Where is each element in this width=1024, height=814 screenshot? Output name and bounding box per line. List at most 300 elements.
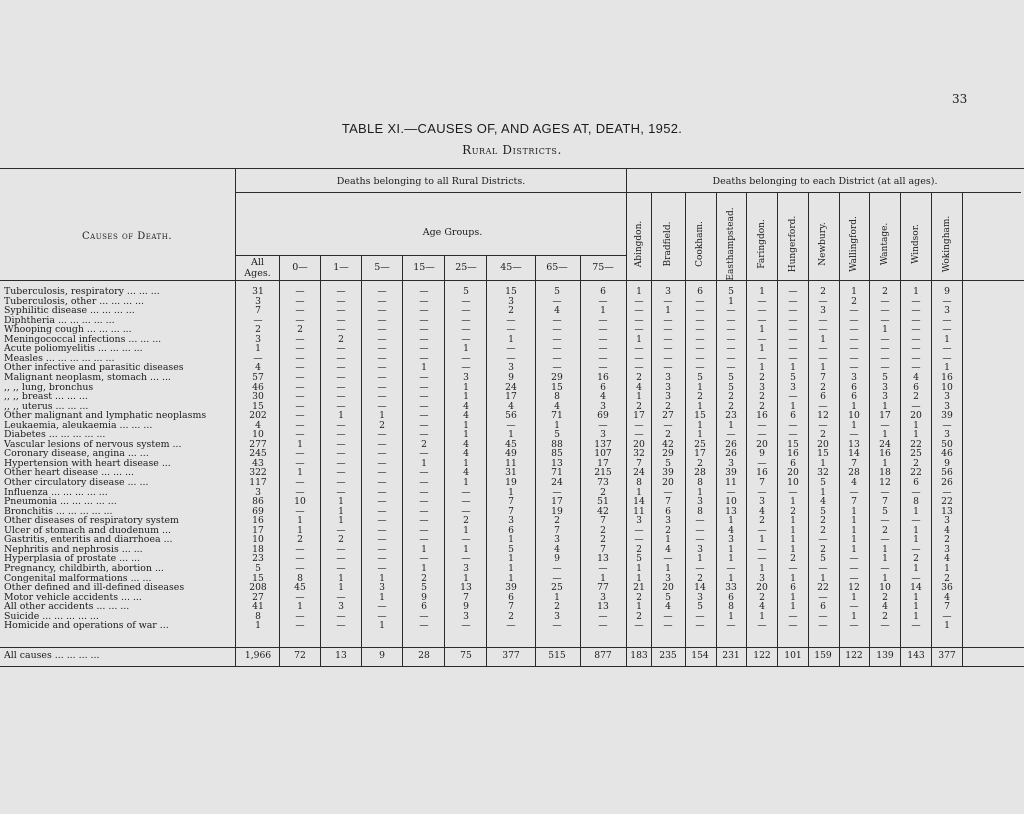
table-cell: 2 [554,601,560,613]
table-cell: — [634,524,644,536]
table-cell: — [880,352,890,364]
table-cell: — [726,429,736,441]
table-cell: 4 [728,524,734,536]
table-cell: 31 [505,467,517,479]
table-cell: 1 [463,419,469,431]
table-cell: 2 [759,515,765,527]
table-cell: 2 [913,391,919,403]
table-cell: 1 [790,362,796,374]
table-cell: — [788,610,798,622]
table-cell: 8 [913,496,919,508]
table-cell: 1 [665,305,671,317]
table-cell: — [849,572,859,584]
table-cell: — [336,362,346,374]
table-cell: 1 [697,486,703,498]
table-cell: 24 [633,467,645,479]
table-cell: 2 [463,515,469,527]
table-cell: 4 [463,467,469,479]
table-cell: — [634,295,644,307]
table-cell: — [295,410,305,422]
table-cell: 4 [554,305,560,317]
table-cell: 22 [910,467,922,479]
table-cell: 16 [756,467,768,479]
table-cell: 3 [697,543,703,555]
table-cell: — [295,343,305,355]
table-cell: 77 [597,582,609,594]
table-cell: — [911,352,921,364]
table-cell: 8 [297,572,303,584]
table-cell: — [295,333,305,345]
table-cell: 10 [252,429,264,441]
table-cell: 7 [554,524,560,536]
table-cell: 2 [913,457,919,469]
table-cell: 1 [913,286,919,297]
table-cell: 13 [551,457,563,469]
row-label: Whooping cough ... ... ... ... [4,324,132,336]
table-cell: — [634,305,644,317]
table-cell: — [942,343,952,355]
table-cell: — [911,400,921,412]
table-cell: 2 [255,324,261,336]
table-cell: — [849,429,859,441]
table-cell: — [552,572,562,584]
table-cell: — [295,553,305,565]
table-cell: 1 [913,562,919,574]
table-cell: 8 [554,391,560,403]
totals-cell: 159 [814,650,832,661]
table-cell: 2 [728,400,734,412]
table-cell: 1 [759,343,765,355]
table-cell: 1 [759,286,765,297]
table-cell: 20 [817,438,829,450]
table-cell: 2 [600,524,606,536]
table-cell: 88 [551,438,563,450]
table-cell: 46 [941,448,953,460]
row-label: Tuberculosis, other ... ... ... ... [4,295,144,307]
table-cell: — [634,352,644,364]
table-cell: — [295,314,305,326]
table-cell: 1 [421,562,427,574]
table-cell: 1 [508,572,514,584]
table-cell: 4 [665,601,671,613]
table-cell: — [461,333,471,345]
table-cell: 1 [379,572,385,584]
table-cell: — [295,505,305,517]
table-cell: 1 [508,333,514,345]
table-cell: 2 [600,534,606,546]
table-cell: 2 [379,419,385,431]
table-cell: — [336,429,346,441]
table-cell: 6 [790,457,796,469]
table-cell: 1 [297,438,303,450]
table-cell: 14 [910,582,922,594]
table-cell: — [377,429,387,441]
table-cell: 1 [697,419,703,431]
table-cell: 2 [820,429,826,441]
table-cell: 2 [759,391,765,403]
table-cell: — [880,515,890,527]
table-cell: 11 [725,477,737,488]
table-cell: — [336,314,346,326]
table-cell: 1 [944,620,950,632]
table-cell: 1 [665,562,671,574]
table-cell: — [295,543,305,555]
table-cell: 7 [636,457,642,469]
row-label: ,, ,, uterus ... ... ... [4,400,89,412]
table-cell: 7 [851,457,857,469]
table-cell: 4 [463,448,469,460]
row-label: ,, ,, breast ... ... ... [4,391,88,403]
table-cell: — [336,419,346,431]
table-cell: 8 [636,477,642,488]
table-cell: 4 [759,601,765,613]
table-cell: 23 [725,410,737,422]
table-cell: 2 [636,591,642,603]
table-title: TABLE XI.—CAUSES OF, AND AGES AT, DEATH, 1952. [341,121,683,136]
table-cell: 1 [338,496,344,508]
table-cell: 7 [882,496,888,508]
table-cell: 1 [882,553,888,565]
table-cell: — [598,295,608,307]
table-cell: 1 [728,295,734,307]
table-cell: — [419,343,429,355]
row-label: Suicide ... ... ... ... ... [4,610,99,622]
table-cell: — [757,524,767,536]
table-cell: 22 [941,496,953,508]
table-cell: 7 [665,496,671,508]
table-cell: 6 [790,410,796,422]
table-cell: — [295,562,305,574]
table-cell: — [849,601,859,613]
table-cell: 2 [508,305,514,317]
table-cell: 2 [882,524,888,536]
table-cell: 1 [851,543,857,555]
table-cell: 36 [941,582,953,594]
table-cell: — [419,524,429,536]
table-cell: — [880,314,890,326]
table-cell: 5 [728,371,734,383]
page-number: 33 [952,92,968,106]
table-cell: 3 [665,381,671,393]
table-cell: 2 [297,324,303,336]
table-cell: — [695,305,705,317]
row-label: Homicide and operations of war ... [4,620,169,632]
table-cell: 6 [913,477,919,488]
table-cell: 5 [665,591,671,603]
table-cell: 1 [913,524,919,536]
table-cell: 5 [697,371,703,383]
table-cell: — [634,419,644,431]
table-cell: — [295,620,305,632]
table-subtitle: Rural Districts. [462,143,562,157]
table-cell: 39 [505,582,517,594]
table-cell: 23 [252,553,264,565]
table-cell: 6 [820,601,826,613]
table-cell: 6 [697,286,703,297]
table-cell: 1 [944,562,950,574]
table-cell: 10 [787,477,799,488]
table-cell: — [336,457,346,469]
table-cell: — [726,343,736,355]
table-cell: — [336,400,346,412]
table-cell: 16 [787,448,799,460]
totals-cell: 122 [845,650,863,661]
table-cell: 24 [551,477,563,488]
table-cell: 2 [338,534,344,546]
table-cell: — [634,534,644,546]
table-cell: 1 [851,610,857,622]
table-cell: 18 [252,543,264,555]
table-cell: 11 [505,457,517,469]
table-cell: — [849,486,859,498]
table-cell: 27 [252,591,264,603]
table-cell: 12 [879,477,891,488]
table-cell: 3 [944,400,950,412]
table-cell: 5 [820,553,826,565]
table-cell: 1 [421,457,427,469]
table-cell: — [552,333,562,345]
table-cell: 3 [944,305,950,317]
table-cell: 1 [728,610,734,622]
table-cell: 2 [297,534,303,546]
table-cell: 3 [379,582,385,594]
table-cell: — [911,543,921,555]
table-cell: 3 [944,391,950,403]
row-label: Influenza ... ... ... ... ... [4,486,108,498]
table-cell: — [336,591,346,603]
table-cell: — [377,362,387,374]
table-cell: — [461,314,471,326]
table-cell: — [377,486,387,498]
table-cell: — [695,515,705,527]
table-cell: 26 [725,438,737,450]
table-cell: 3 [944,543,950,555]
row-label: Other diseases of respiratory system [4,515,179,527]
table-cell: 1 [882,429,888,441]
table-cell: 28 [694,467,706,479]
table-cell: 5 [697,601,703,613]
table-cell: 16 [941,371,953,383]
table-cell: 2 [882,286,888,297]
table-cell: — [818,610,828,622]
table-cell: 6 [913,381,919,393]
district-column-header: Abingdon. [634,220,644,268]
row-label: Vascular lesions of nervous system ... [4,438,182,450]
table-cell: 17 [551,496,563,508]
table-cell: 3 [665,515,671,527]
row-label: Bronchitis ... ... ... ... ... [4,505,113,517]
table-cell: 2 [913,553,919,565]
table-cell: — [598,343,608,355]
table-cell: — [336,286,346,297]
table-cell: 1 [790,515,796,527]
totals-cell: 28 [418,650,430,661]
table-cell: — [911,343,921,355]
table-cell: — [506,324,516,336]
table-cell: 322 [249,467,267,479]
table-cell: — [419,620,429,632]
table-cell: 14 [633,496,645,508]
table-cell: 25 [551,582,563,594]
table-cell: — [695,314,705,326]
table-cell: — [757,543,767,555]
table-cell: — [377,467,387,479]
table-cell: — [461,553,471,565]
table-cell: — [419,286,429,297]
table-cell: 1 [636,391,642,403]
table-cell: — [377,324,387,336]
table-cell: — [506,419,516,431]
table-cell: — [461,305,471,317]
table-cell: 1 [463,524,469,536]
table-cell: 2 [820,286,826,297]
table-cell: 1 [508,534,514,546]
table-cell: — [598,333,608,345]
table-cell: — [461,534,471,546]
table-cell: 107 [594,448,612,460]
table-cell: 4 [944,591,950,603]
totals-cell: 13 [335,650,347,661]
row-label: Nephritis and nephrosis ... ... [4,543,143,555]
group-header-district: Deaths belonging to each District (at all ages). [712,176,938,187]
district-column-header: Bradfield. [663,221,673,267]
table-cell: 1 [697,400,703,412]
table-cell: 1 [379,410,385,422]
table-cell: — [377,496,387,508]
table-cell: 3 [944,515,950,527]
table-cell: — [377,457,387,469]
table-cell: 6 [665,505,671,517]
table-cell: — [419,534,429,546]
table-cell: 71 [551,467,563,479]
table-cell: — [818,620,828,632]
table-cell: 1 [851,400,857,412]
table-cell: 7 [944,601,950,613]
table-cell: 9 [944,286,950,297]
table-cell: — [336,610,346,622]
table-cell: — [419,610,429,622]
table-cell: — [336,467,346,479]
table-cell: — [336,438,346,450]
table-cell: 1 [913,505,919,517]
table-cell: 3 [600,400,606,412]
totals-cell: 377 [502,650,520,661]
table-cell: 3 [697,591,703,603]
table-cell: 3 [463,610,469,622]
table-cell: — [788,391,798,403]
table-cell: — [726,324,736,336]
table-cell: — [598,610,608,622]
table-cell: — [695,562,705,574]
table-cell: 10 [848,410,860,422]
totals-cell: 515 [548,650,566,661]
table-cell: 3 [759,572,765,584]
table-cell: 6 [600,381,606,393]
table-cell: — [757,429,767,441]
table-cell: — [336,477,346,488]
row-label: Meningococcal infections ... ... ... [4,333,162,345]
table-cell: — [818,400,828,412]
row-label: Other circulatory disease ... ... [4,477,149,488]
table-cell: 4 [554,543,560,555]
table-cell: 69 [252,505,264,517]
row-label: Other malignant and lymphatic neoplasms [4,410,207,422]
table-cell: 4 [463,438,469,450]
table-cell: — [849,553,859,565]
totals-cell: 9 [379,650,385,661]
table-cell: 7 [851,496,857,508]
table-cell: 5 [255,562,261,574]
table-cell: 20 [633,438,645,450]
table-cell: 41 [252,601,264,613]
table-cell: — [552,343,562,355]
table-cell: 6 [508,524,514,536]
totals-label: All causes ... ... ... ... [4,650,100,661]
table-cell: 1 [913,534,919,546]
table-cell: — [598,620,608,632]
table-cell: — [419,295,429,307]
table-cell: 245 [249,448,267,460]
table-cell: 3 [463,562,469,574]
table-cell: — [911,486,921,498]
table-cell: 15 [817,448,829,460]
table-cell: — [757,419,767,431]
table-cell: 1 [255,343,261,355]
table-cell: — [726,314,736,326]
table-cell: 32 [633,448,645,460]
table-cell: 1 [636,486,642,498]
table-cell: 3 [554,610,560,622]
table-cell: — [880,362,890,374]
table-cell: — [419,381,429,393]
table-cell: — [377,314,387,326]
table-cell: 6 [851,381,857,393]
totals-cell: 75 [460,650,472,661]
table-cell: — [377,553,387,565]
row-label: Diphtheria ... ... ... ... ... [4,314,115,326]
table-cell: 7 [463,591,469,603]
table-cell: 3 [508,295,514,307]
table-cell: 1 [297,467,303,479]
table-cell: — [336,381,346,393]
table-cell: — [552,314,562,326]
table-cell: — [849,314,859,326]
table-cell: — [788,429,798,441]
table-cell: 2 [338,333,344,345]
table-cell: 4 [820,496,826,508]
table-cell: — [942,295,952,307]
table-cell: 3 [790,381,796,393]
table-cell: — [818,562,828,574]
age-groups-header: Age Groups. [422,227,483,238]
table-cell: — [419,314,429,326]
table-cell: 1 [790,496,796,508]
age-column-header: 25— [455,262,477,273]
table-cell: — [295,381,305,393]
table-cell: 2 [697,572,703,584]
table-cell: 17 [505,391,517,403]
table-cell: 10 [725,496,737,508]
table-cell: 1 [338,582,344,594]
table-cell: — [419,391,429,403]
table-cell: — [598,324,608,336]
table-cell: — [911,333,921,345]
table-cell: — [849,352,859,364]
table-cell: 4 [600,391,606,403]
table-cell: — [295,305,305,317]
table-cell: — [911,305,921,317]
table-cell: 5 [463,286,469,297]
